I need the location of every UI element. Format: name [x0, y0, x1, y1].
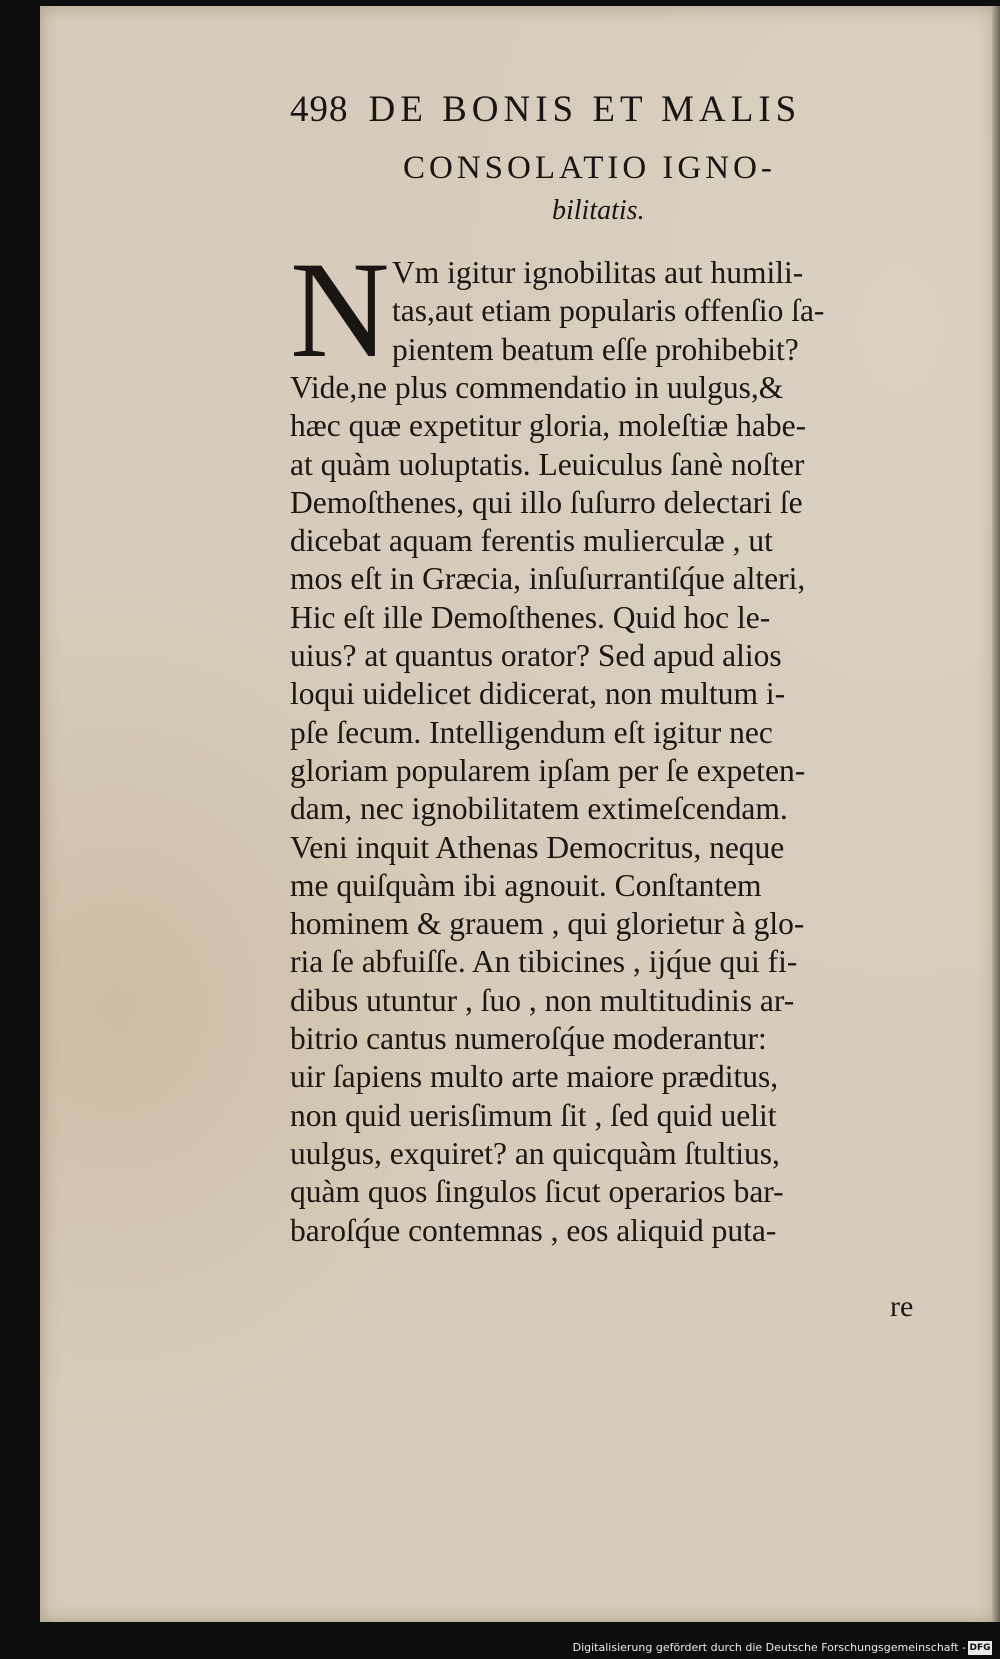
dfg-logo-icon: DFG [969, 1643, 991, 1653]
text-line: pſe ſecum. Intelligendum eſt igitur nec [290, 714, 773, 750]
text-line: hæc quæ expetitur gloria, moleſtiæ habe- [290, 408, 807, 444]
text-line: dibus utuntur , ſuo , non multitudinis ar- [290, 982, 795, 1018]
text-line: at quàm uoluptatis. Leuiculus ſanè noſter [290, 446, 805, 482]
text-line: gloriam popularem ipſam per ſe expeten- [290, 752, 806, 788]
text-line: dicebat aquam ferentis mulierculæ , ut [290, 523, 773, 559]
text-line: mos eſt in Græcia, inſuſurrantiſq́ue alteri, [290, 561, 806, 597]
text-line: quàm quos ſingulos ſicut operarios bar- [290, 1174, 784, 1210]
text-line: Demoſthenes, qui illo ſuſurro delectari ſe [290, 484, 803, 520]
section-subtitle: bilitatis. [552, 195, 645, 226]
text-line: bitrio cantus numeroſq́ue moderantur: [290, 1021, 767, 1056]
running-title: DE BONIS ET MALIS [368, 89, 802, 130]
catchword: re [890, 1290, 914, 1323]
text-line: ria ſe abfuiſſe. An tibicines , ijq́ue qui fi- [290, 944, 798, 980]
text-line: hominem & grauem , qui glorietur à glo- [290, 906, 805, 942]
text-line: uir ſapiens multo arte maiore præditus, [290, 1059, 779, 1095]
text-line: Veni inquit Athenas Democritus, neque [290, 829, 785, 865]
running-head [290, 88, 900, 140]
text-line: baroſq́ue contemnas , eos aliquid puta- [290, 1212, 777, 1248]
text-line: uulgus, exquiret? an quicquàm ſtultius, [290, 1135, 780, 1171]
text-line: me quiſquàm ibi agnouit. Conſtantem [290, 867, 762, 903]
text-line: non quid uerisſimum ſit , ſed quid uelit [290, 1097, 777, 1133]
section-title: CONSOLATIO IGNO- [403, 150, 776, 186]
text-line: Vm igitur ignobilitas aut humili- [392, 255, 804, 290]
text-line: loqui uidelicet didicerat, non multum i- [290, 676, 786, 712]
text-line: pientem beatum eſſe prohibebit? [392, 331, 799, 367]
text-line: Hic eſt ille Demoſthenes. Quid hoc le- [290, 599, 771, 635]
drop-cap: N [290, 233, 390, 386]
page-number: 498 [290, 89, 349, 130]
text-line: uius? at quantus orator? Sed apud alios [290, 638, 782, 673]
footer-credit: Digitalisierung gefördert durch die Deutsche Forschungsgemeinschaft - [572, 1641, 966, 1654]
page-edge [992, 6, 1000, 1622]
text-line: tas,aut etiam popularis offenſio ſa- [392, 293, 825, 329]
text-line: Vide,ne plus commendatio in uulgus,& [290, 369, 784, 405]
text-line: dam, nec ignobilitatem extimeſcendam. [290, 791, 788, 827]
